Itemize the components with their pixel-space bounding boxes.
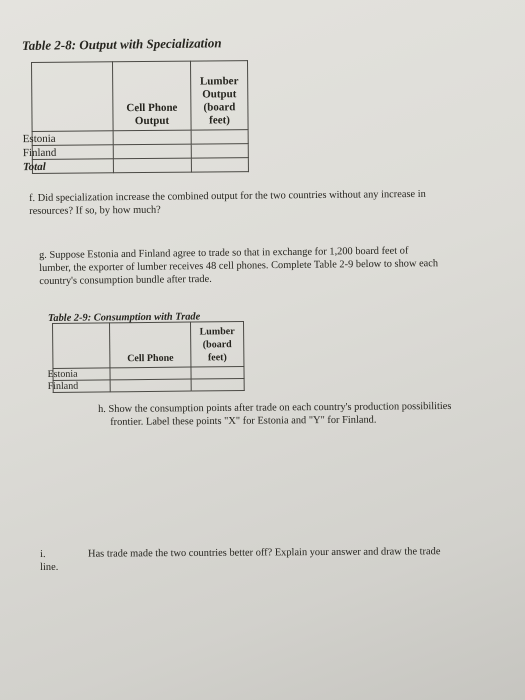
question-i-number: i. [40, 548, 46, 560]
header-line: Lumber [199, 326, 235, 338]
cell-finland-lumber[interactable] [191, 378, 244, 391]
table-2-9-corner-cell [53, 323, 110, 369]
header-line: Output [202, 88, 237, 101]
table-2-9-header-cell-phone [110, 322, 191, 368]
table-2-8-title: Table 2-8: Output with Specialization [21, 35, 222, 53]
table-row [53, 378, 244, 392]
question-h [98, 400, 452, 429]
row-label-estonia: Estonia [53, 368, 110, 381]
cell-finland-lumber[interactable] [191, 144, 248, 158]
cell-total-lumber[interactable] [191, 158, 248, 172]
question-h-line: frontier. Label these points "X" for Estonia and "Y" for Finland. [110, 414, 377, 428]
header-line: feet) [207, 352, 227, 364]
cell-finland-cell-phone[interactable] [113, 144, 191, 159]
table-2-8-corner-cell [32, 62, 114, 132]
table-2-9-title: Table 2-9: Consumption with Trade [47, 311, 201, 324]
question-i [40, 545, 441, 574]
table-2-9 [47, 321, 245, 393]
question-g-line: g. Suppose Estonia and Finland agree to trade so that in exchange for 1,200 board feet of [39, 245, 409, 261]
header-line: Output [134, 114, 170, 128]
cell-estonia-cell-phone[interactable] [113, 130, 191, 145]
question-f-line: resources? If so, by how much? [29, 204, 161, 217]
question-h-line: h. Show the consumption points after trade on each country's production possibilities [98, 400, 452, 415]
header-line: Cell Phone [126, 101, 178, 115]
question-g-line: country's consumption bundle after trade. [39, 273, 212, 287]
cell-estonia-lumber[interactable] [191, 130, 248, 144]
question-i-line: Has trade made the two countries better off? Explain your answer and draw the trade [88, 546, 441, 560]
table-row [32, 158, 248, 174]
row-label-finland: Finland [53, 380, 110, 393]
header-line: Lumber [199, 75, 239, 88]
question-f-line: f. Did specialization increase the combined output for the two countries without any increase in [29, 188, 426, 204]
row-label-finland: Finland [32, 145, 113, 160]
table-2-8-header-lumber [190, 61, 248, 130]
header-line: Cell Phone [127, 352, 174, 365]
header-line: feet) [209, 114, 230, 127]
question-g-line: lumber, the exporter of lumber receives 48 cell phones. Complete Table 2-9 below to show each [39, 258, 439, 274]
table-2-8 [22, 60, 249, 174]
header-line: (board [202, 339, 232, 351]
question-g [39, 244, 438, 288]
table-2-9-header-lumber [190, 321, 243, 367]
table-2-8-header-cell-phone [113, 61, 192, 131]
cell-finland-cell-phone[interactable] [110, 379, 191, 392]
cell-estonia-lumber[interactable] [191, 366, 244, 379]
cell-estonia-cell-phone[interactable] [110, 367, 191, 380]
row-label-estonia: Estonia [32, 131, 113, 146]
question-f [29, 188, 426, 218]
header-line: (board [203, 101, 236, 114]
question-i-line: line. [40, 561, 59, 573]
row-label-total: Total [32, 159, 113, 174]
cell-total-cell-phone[interactable] [113, 158, 191, 173]
